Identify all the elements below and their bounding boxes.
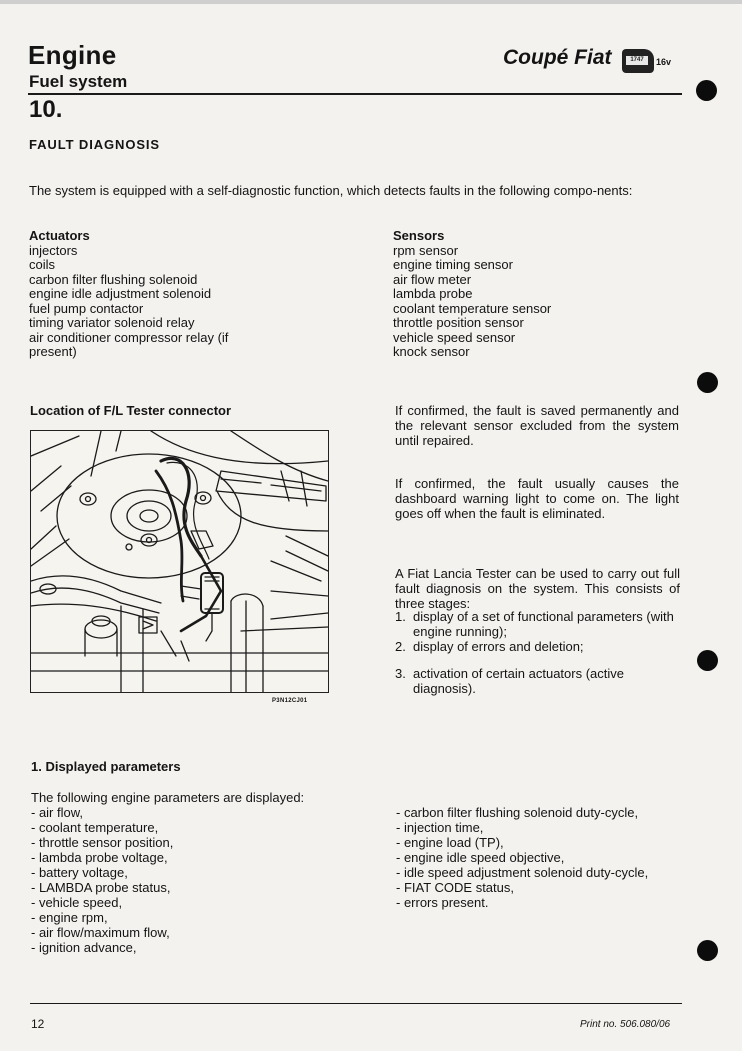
list-item: injectors	[29, 242, 78, 258]
list-item: lambda probe	[393, 286, 473, 301]
stages-list	[395, 609, 683, 696]
list-item: 2. display of errors and deletion;	[395, 639, 584, 654]
paragraph-warning-light: If confirmed, the fault usually causes the dashboard warning light to come on. The light goes off when the fault is eliminated.	[395, 476, 679, 521]
binder-hole-icon	[696, 80, 717, 101]
displayed-parameters-heading: 1. Displayed parameters	[31, 759, 181, 774]
list-item: 3. activation of certain actuators (active diagnosis).	[395, 666, 624, 696]
list-item: carbon filter flushing solenoid	[29, 271, 198, 287]
parameters-list-left	[31, 805, 173, 955]
displayed-parameters-intro: The following engine parameters are displayed:	[31, 790, 305, 805]
list-item: - coolant temperature,	[31, 820, 159, 835]
list-item: - engine rpm,	[31, 910, 108, 925]
list-item: - air flow/maximum flow,	[31, 925, 170, 940]
list-item: - air flow,	[31, 805, 84, 820]
list-item: knock sensor	[393, 344, 470, 359]
fault-diagnosis-heading: FAULT DIAGNOSIS	[29, 137, 160, 152]
list-item: air flow meter	[393, 271, 472, 287]
paragraph-fault-saved: If confirmed, the fault is saved permanently and the relevant sensor excluded from the system until repaired.	[395, 403, 679, 448]
page-number: 12	[31, 1017, 45, 1031]
list-item: timing variator solenoid relay	[29, 315, 195, 330]
binder-hole-icon	[697, 940, 718, 961]
print-number: Print no. 506.080/06	[580, 1019, 671, 1030]
paragraph-tester: A Fiat Lancia Tester can be used to carry out full fault diagnosis on the system. This consists of three stages:	[395, 566, 680, 611]
scan-top-edge	[0, 0, 742, 4]
page-subtitle: Fuel system	[29, 72, 128, 91]
list-item: - lambda probe voltage,	[31, 850, 168, 865]
list-item: engine timing sensor	[393, 257, 513, 272]
header-rule	[28, 93, 682, 95]
footer-rule	[30, 1003, 682, 1004]
brand-name: Coupé Fiat	[503, 46, 612, 69]
list-item: present)	[29, 344, 77, 359]
brand-variant: 16v	[656, 57, 672, 67]
list-item: - throttle sensor position,	[31, 835, 174, 850]
list-item: - injection time,	[396, 820, 484, 835]
list-item: - FIAT CODE status,	[396, 880, 514, 895]
list-item: 1. display of a set of functional parameters (with engine running);	[395, 609, 674, 639]
list-item: fuel pump contactor	[29, 300, 144, 316]
sensors-heading: Sensors	[393, 228, 445, 243]
list-item: vehicle speed sensor	[393, 329, 516, 345]
sensors-list	[393, 229, 551, 360]
binder-hole-icon	[697, 650, 718, 671]
actuators-heading: Actuators	[29, 228, 90, 243]
list-item: - engine load (TP),	[396, 835, 504, 850]
list-item: - battery voltage,	[31, 865, 128, 880]
actuators-list	[29, 229, 228, 360]
list-item: - carbon filter flushing solenoid duty-cycle,	[396, 805, 639, 820]
figure-code: P3N12CJ01	[272, 698, 308, 704]
engine-bay-illustration	[30, 430, 329, 693]
fault-diagnosis-intro: The system is equipped with a self-diagnostic function, which detects faults in the following compo-nents:	[29, 183, 633, 198]
list-item: - idle speed adjustment solenoid duty-cycle,	[396, 865, 649, 880]
list-item: - ignition advance,	[31, 940, 137, 955]
list-item: - vehicle speed,	[31, 895, 123, 910]
list-item: engine idle adjustment solenoid	[29, 286, 212, 301]
section-number: 10.	[29, 96, 63, 123]
brand-logo-icon	[622, 49, 654, 73]
figure-title: Location of F/L Tester connector	[30, 403, 232, 418]
binder-hole-icon	[697, 372, 718, 393]
list-item: - errors present.	[396, 895, 489, 910]
list-item: air conditioner compressor relay (if	[29, 329, 229, 345]
page-title: Engine	[28, 40, 117, 70]
list-item: - engine idle speed objective,	[396, 850, 565, 865]
list-item: rpm sensor	[393, 242, 459, 258]
list-item: coils	[29, 257, 56, 272]
list-item: - LAMBDA probe status,	[31, 880, 171, 895]
brand-badge: 1747	[626, 56, 648, 65]
parameters-list-right	[396, 805, 648, 910]
list-item: throttle position sensor	[393, 315, 524, 330]
list-item: coolant temperature sensor	[393, 300, 552, 316]
